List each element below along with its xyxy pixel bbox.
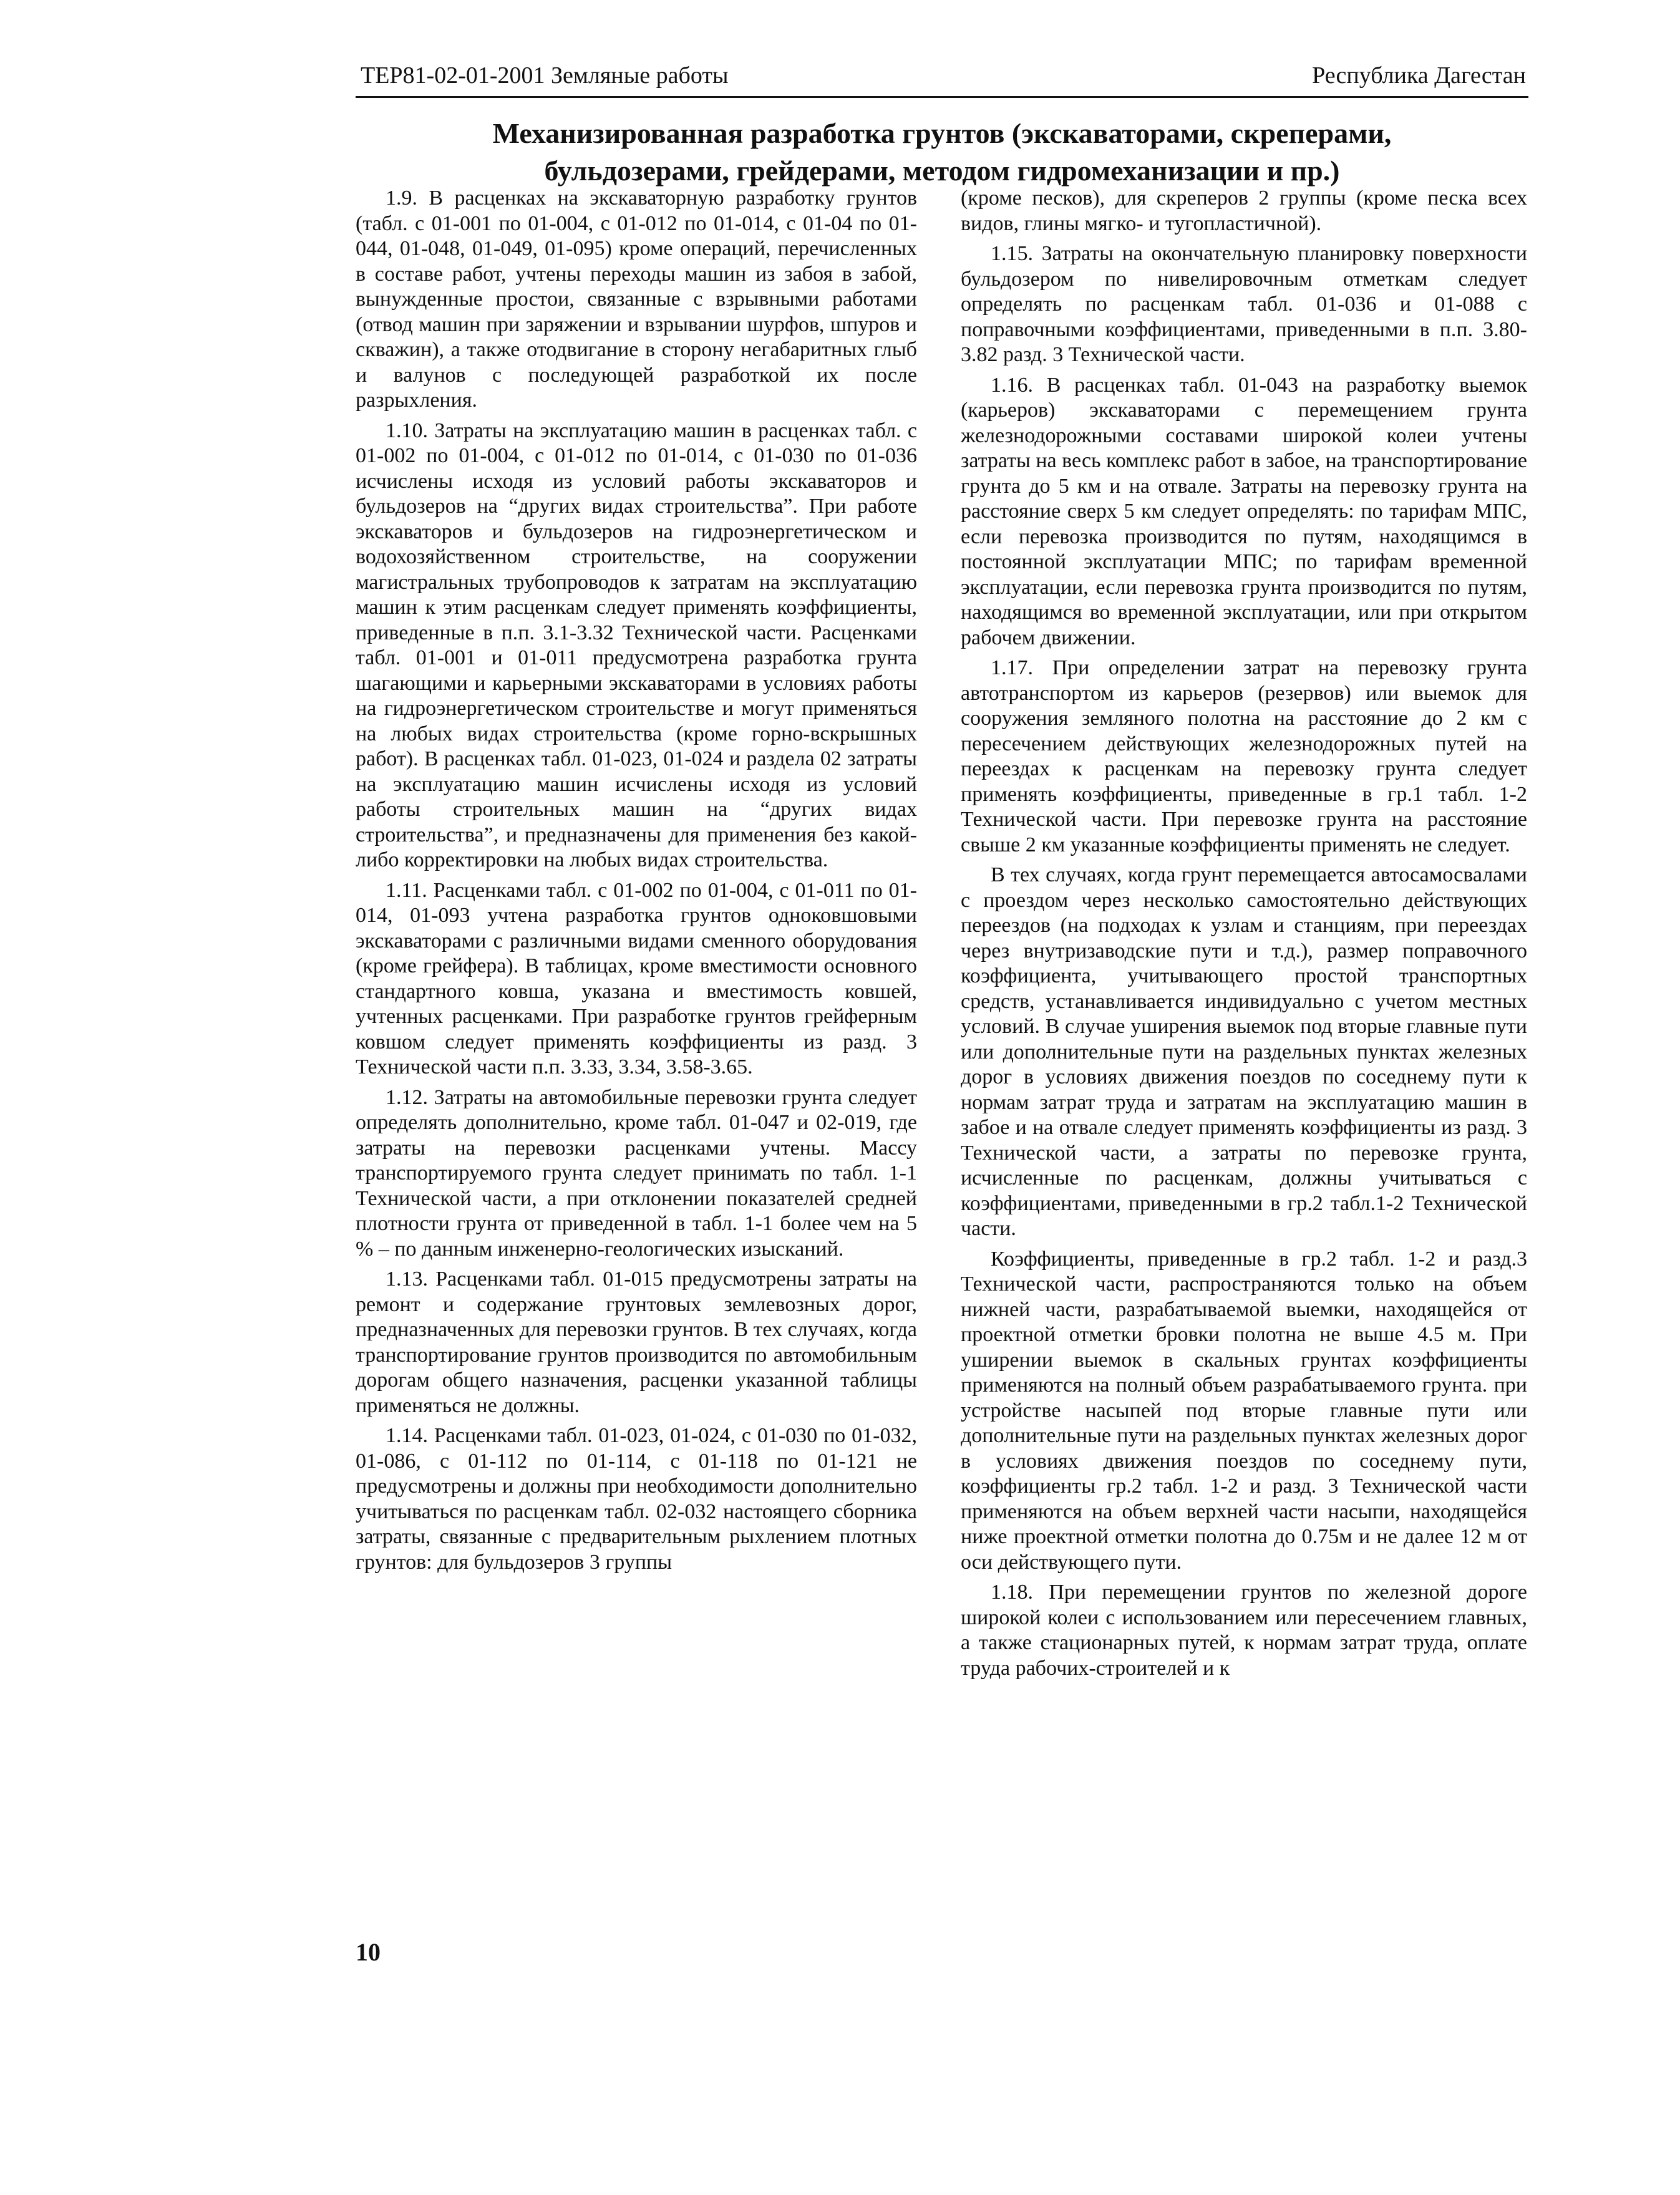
paragraph-1-18: 1.18. При перемещении грунтов по железной дороге широкой колеи с использованием или пересечением главных, а также стационарных путей, к нормам затрат труда, оплате труда рабочих-строителей и к: [961, 1581, 1527, 1680]
paragraph-1-9: 1.9. В расценках на экскаваторную разработку грунтов (табл. с 01-001 по 01-004, с 01-012 по 01-014, с 01-04 по 01-044, 01-048, 01-049, 01-095) кроме операций, перечисленных в составе работ, учтены переходы машин из забоя в забой, вынужденные простои, связанные с взрывными работами (отвод машин при заряжении и взрывании шурфов, шпуров и скважин), а также отодвигание в сторону негабаритных глыб и валунов с последующей разработкой их после разрыхления.: [356, 187, 917, 412]
page-number: 10: [356, 1938, 381, 1966]
section-title-line-2: бульдозерами, грейдерами, методом гидромеханизации и пр.): [544, 155, 1340, 187]
left-column: [356, 186, 917, 1580]
paragraph-1-13: 1.13. Расценками табл. 01-015 предусмотрены затраты на ремонт и содержание грунтовых землевозных дорог, предназначенных для перевозки грунтов. В тех случаях, когда транспортирование грунтов производится по автомобильным дорогам общего назначения, расценки указанной таблицы применяться не должны.: [356, 1267, 917, 1417]
paragraph-1-17-coefficients: Коэффициенты, приведенные в гр.2 табл. 1-2 и разд.3 Технической части, распространяются только на объем нижней части, разрабатываемой выемки, находящейся от проектной отметки бровки полотна не выше 4.5 м. При уширении выемок в скальных грунтах коэффициенты применяются на полный объем разрабатываемого грунта. при устройстве насыпей под вторые главные пути или дополнительные пути на раздельных пунктах железных дорог в условиях движения поездов по соседнему пути, коэффициенты гр.2 табл. 1-2 и разд. 3 Технической части применяются на объем верхней части насыпи, находящейся ниже проектной отметки полотна до 0.75м и не далее 12 м от оси действующего пути.: [961, 1247, 1527, 1574]
paragraph-1-10: 1.10. Затраты на эксплуатацию машин в расценках табл. с 01-002 по 01-004, с 01-012 по 01-014, с 01-030 по 01-036 исчислены исходя из условий работы экскаваторов и бульдозеров на “других видах строительства”. При работе экскаваторов и бульдозеров на гидроэнергетическом и водохозяйственном строительстве, на сооружении магистральных трубопроводов к затратам на эксплуатацию машин к этим расценкам следует применять коэффициенты, приведенные в п.п. 3.1-3.32 Технической части. Расценками табл. 01-001 и 01-011 предусмотрена разработка грунта шагающими и карьерными экскаваторами в условиях работы на гидроэнергетическом строительстве и могут применяться на любых видах строительства (кроме горно-вскрышных работ). В расценках табл. 01-023, 01-024 и раздела 02 затраты на эксплуатацию машин исчислены исходя из условий работы строительных машин на “других видах строительства”, и предназначены для применения без какой-либо корректировки на любых видах строительства.: [356, 419, 917, 871]
paragraph-1-14-continued: (кроме песков), для скреперов 2 группы (кроме песка всех видов, глины мягко- и тугопластичной).: [961, 187, 1527, 235]
paragraph-1-11: 1.11. Расценками табл. с 01-002 по 01-004, с 01-011 по 01-014, 01-093 учтена разработка грунтов одноковшовыми экскаваторами с различными видами сменного оборудования (кроме грейфера). В таблицах, кроме вместимости основного стандартного ковша, указана и вместимость ковшей, учтенных расценками. При разработке грунтов грейферным ковшом следует применять коэффициенты из разд. 3 Технической части п.п. 3.33, 3.34, 3.58-3.65.: [356, 878, 917, 1078]
paragraph-1-17-cases: В тех случаях, когда грунт перемещается автосамосвалами с проездом через несколько самостоятельно действующих переездов (на подходах к узлам и станциям, при переездах через внутризаводские пути и т.д.), размер поправочного коэффициента, учитывающего простой транспортных средств, устанавливается индивидуально с учетом местных условий. В случае уширения выемок под вторые главные пути или дополнительные пути на раздельных пунктах железных дорог в условиях движения поездов по соседнему пути к нормам затрат труда и затратам на эксплуатацию машин в забое и на отвале следует применять коэффициенты из разд. 3 Технической части, а затраты по перевозке грунта, исчисленные по расценкам, должны учитываться с коэффициентами, приведенными в гр.2 табл.1-2 Технической части.: [961, 863, 1527, 1240]
paragraph-1-12: 1.12. Затраты на автомобильные перевозки грунта следует определять дополнительно, кроме табл. 01-047 и 02-019, где затраты на перевозки расценками учтены. Массу транспортируемого грунта следует принимать по табл. 1-1 Технической части, а при отклонении показателей средней плотности грунта от приведенной в табл. 1-1 более чем на 5 % – по данным инженерно-геологических изысканий.: [356, 1085, 917, 1261]
section-title: [356, 115, 1528, 190]
paragraph-1-14: 1.14. Расценками табл. 01-023, 01-024, с 01-030 по 01-032, 01-086, с 01-112 по 01-114, с 01-118 по 01-121 не предусмотрены и должны при необходимости дополнительно учитываться по расценкам табл. 02-032 настоящего сборника затраты, связанные с предварительным рыхлением плотных грунтов: для бульдозеров 3 группы: [356, 1424, 917, 1574]
running-header: [356, 57, 1528, 98]
paragraph-1-15: 1.15. Затраты на окончательную планировку поверхности бульдозером по нивелировочным отметкам следует определять по расценкам табл. 01-036 и 01-088 с поправочными коэффициентами, приведенными в п.п. 3.80-3.82 разд. 3 Технической части.: [961, 242, 1527, 366]
right-column: [961, 186, 1527, 1686]
paragraph-1-17: 1.17. При определении затрат на перевозку грунта автотранспортом из карьеров (резервов) или выемок для сооружения земляного полотна на расстояние до 2 км с пересечением действующих железнодорожных путей на переездах к расценкам на перевозку грунта следует применять коэффициенты, приведенные в гр.1 табл. 1-2 Технической части. При перевозке грунта на расстояние свыше 2 км указанные коэффициенты применять не следует.: [961, 656, 1527, 856]
header-region: Республика Дагестан: [1312, 62, 1526, 89]
header-document-code: ТЕР81-02-01-2001 Земляные работы: [361, 62, 729, 89]
section-title-line-1: Механизированная разработка грунтов (экскаваторами, скреперами,: [492, 117, 1392, 149]
paragraph-1-16: 1.16. В расценках табл. 01-043 на разработку выемок (карьеров) экскаваторами с перемещением грунта железнодорожными составами широкой колеи учтены затраты на весь комплекс работ в забое, на транспортирование грунта до 5 км и на отвале. Затраты на перевозку грунта на расстояние сверх 5 км следует определять: по тарифам МПС, если перевозка производится по путям, находящимся в постоянной эксплуатации МПС; по тарифам временной эксплуатации, если перевозка грунта производится по путям, находящимся во временной эксплуатации, или при открытом рабочем движении.: [961, 373, 1527, 649]
